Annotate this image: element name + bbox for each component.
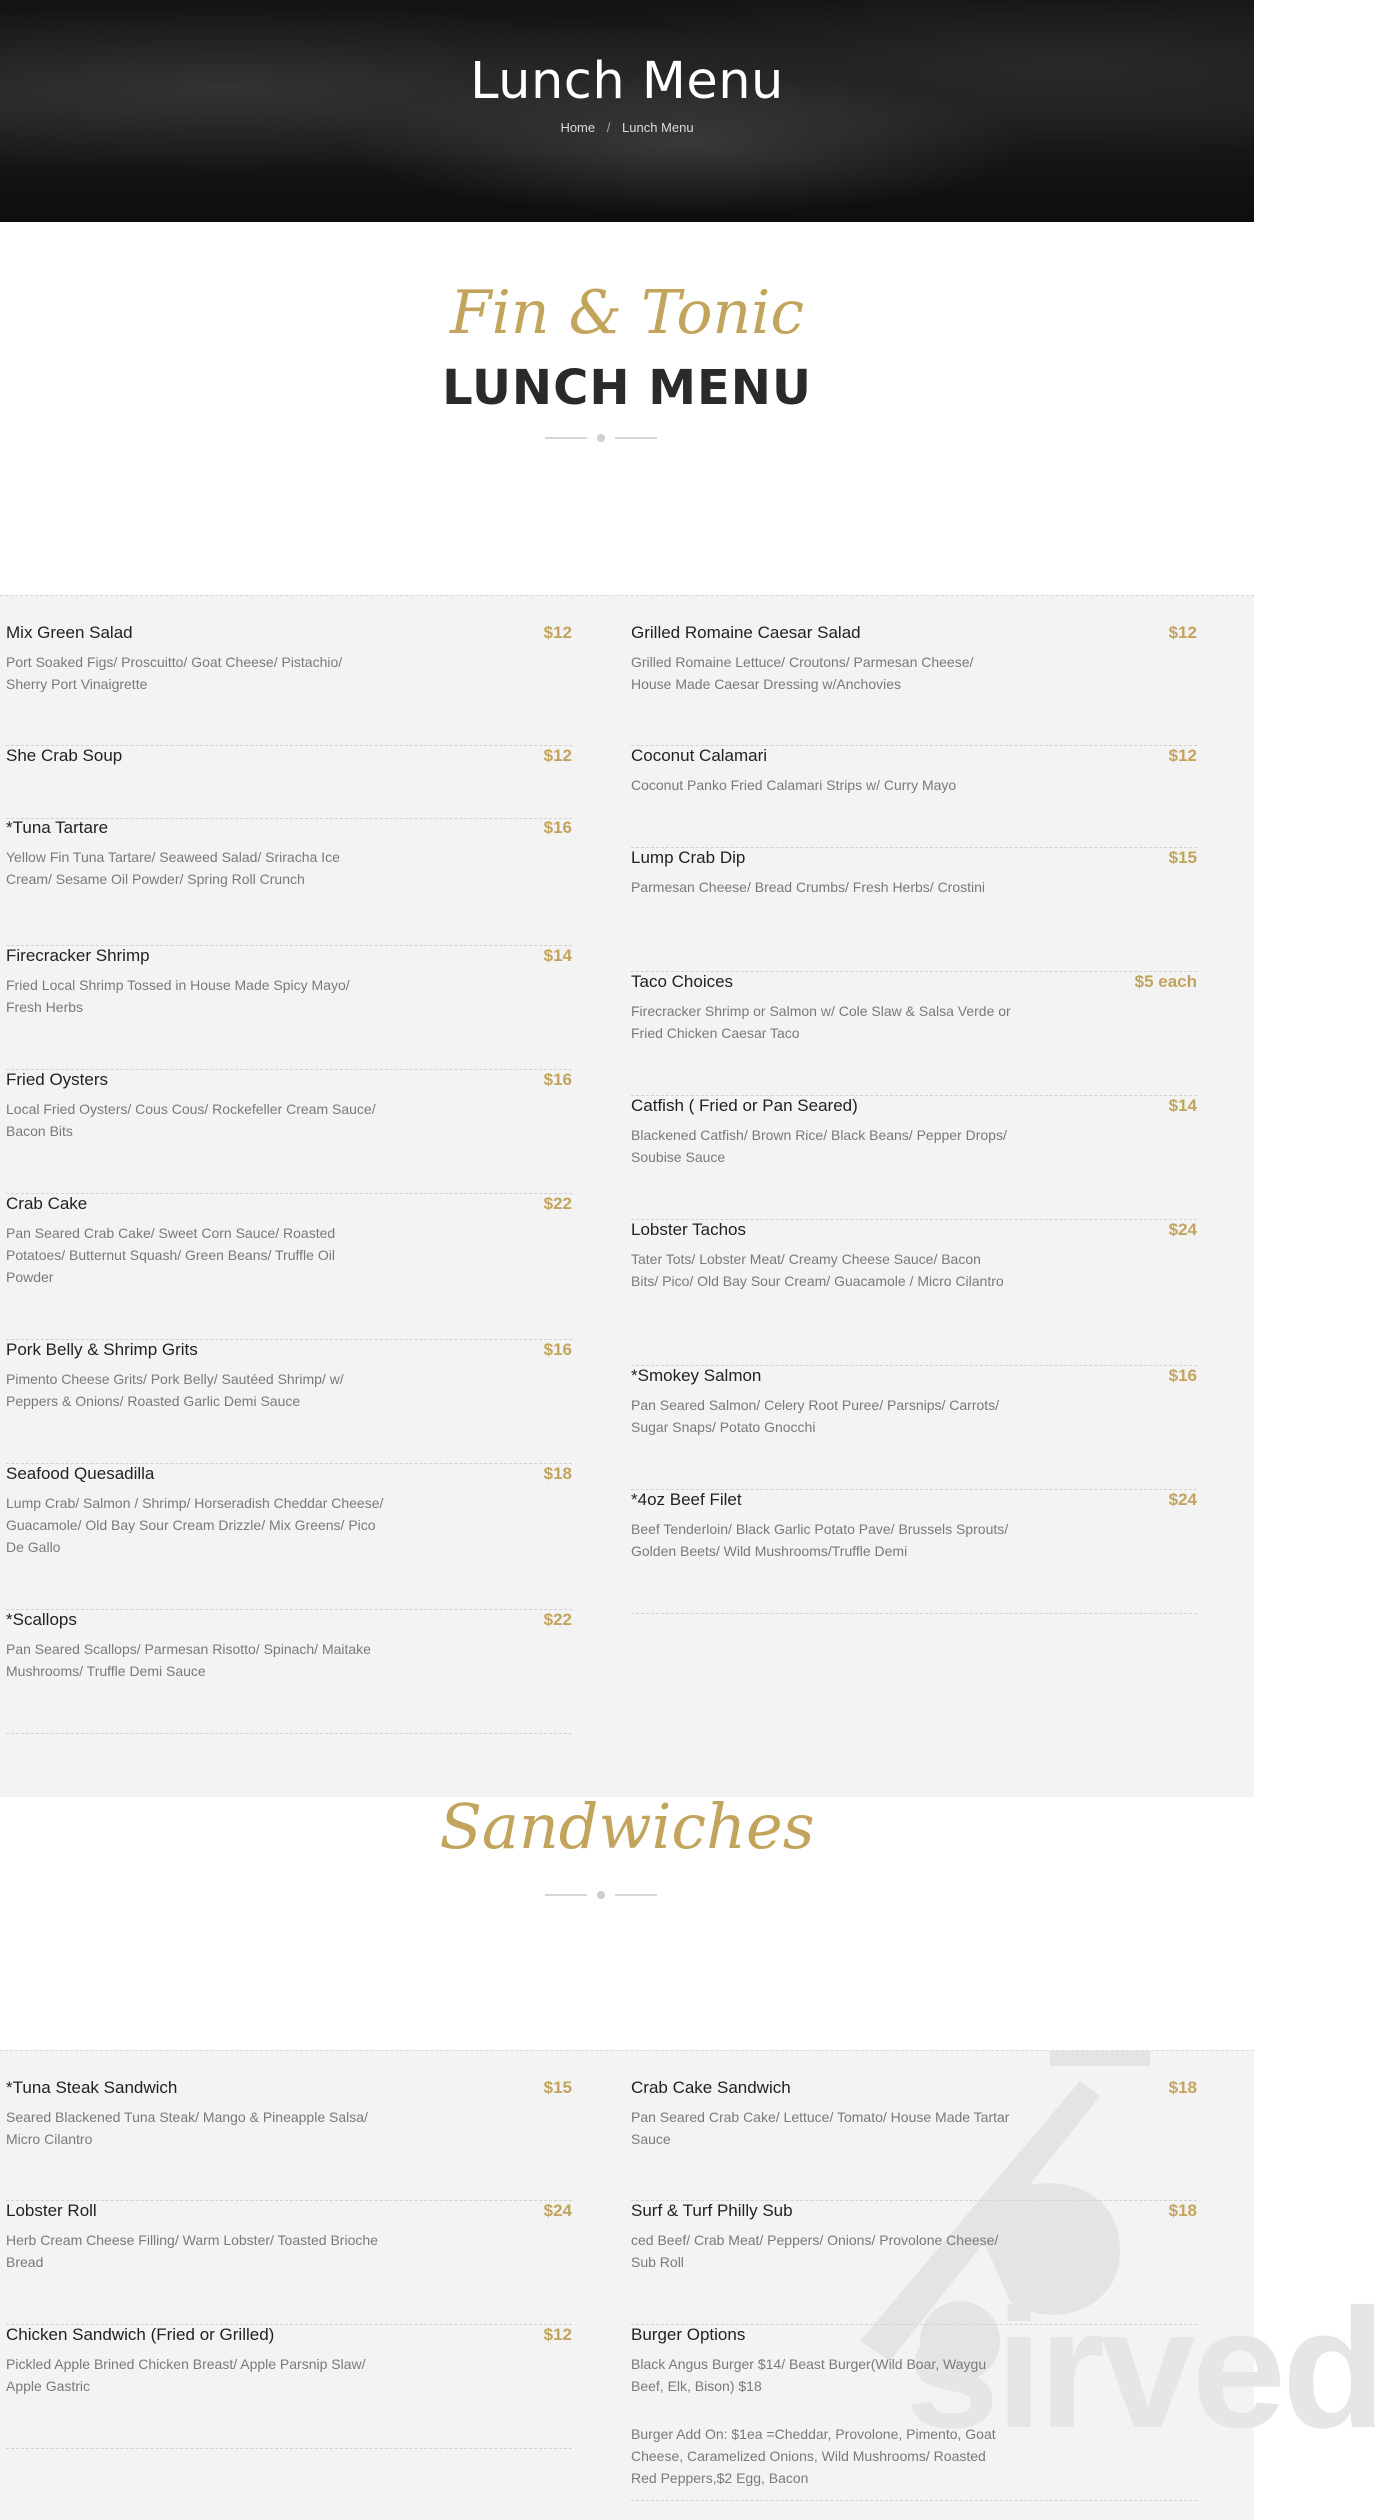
menu-item (631, 1490, 1197, 1614)
menu-item (6, 1340, 572, 1464)
breadcrumb (0, 120, 1254, 135)
menu-item (6, 623, 572, 746)
menu-item (6, 1194, 572, 1340)
breadcrumb-separator: / (606, 120, 611, 135)
menu-item (631, 972, 1197, 1096)
item-price: $12 (543, 746, 572, 765)
item-description: Port Soaked Figs/ Proscuitto/ Goat Cheese/ Pistachio/ Sherry Port Vinaigrette (6, 654, 343, 692)
item-description: Parmesan Cheese/ Bread Crumbs/ Fresh Herbs/ Crostini (631, 879, 986, 895)
item-description: Pan Seared Salmon/ Celery Root Puree/ Parsnips/ Carrots/ Sugar Snaps/ Potato Gnocchi (631, 1397, 1000, 1435)
item-description: Beef Tenderloin/ Black Garlic Potato Pave/ Brussels Sprouts/ Golden Beets/ Wild Mushrooms/Truffle Demi (631, 1521, 1009, 1559)
item-price: $15 (1168, 848, 1197, 867)
item-price: $16 (543, 1070, 572, 1089)
menu-item (6, 1464, 572, 1610)
item-name: Coconut Calamari (631, 746, 768, 765)
item-description: Seared Blackened Tuna Steak/ Mango & Pineapple Salsa/ Micro Cilantro (6, 2109, 368, 2147)
hero-banner (0, 0, 1254, 222)
item-price: $12 (543, 2325, 572, 2344)
item-description: Pan Seared Scallops/ Parmesan Risotto/ Spinach/ Maitake Mushrooms/ Truffle Demi Sauce (6, 1641, 371, 1679)
item-description: Lump Crab/ Salmon / Shrimp/ Horseradish Cheddar Cheese/ Guacamole/ Old Bay Sour Cream Drizzle/ Mix Greens/ Pico De Gallo (6, 1495, 384, 1555)
item-price: $12 (1168, 623, 1197, 642)
menu-item (6, 1610, 572, 1734)
brand-script-title: Fin & Tonic (450, 278, 804, 348)
menu-item (6, 2325, 572, 2449)
item-price: $12 (1168, 746, 1197, 765)
menu-item (631, 2078, 1197, 2201)
item-price: $16 (543, 818, 572, 837)
item-price: $16 (543, 1340, 572, 1359)
item-price: $18 (1168, 2201, 1197, 2220)
menu-item (631, 746, 1197, 848)
item-description: Coconut Panko Fried Calamari Strips w/ Curry Mayo (631, 777, 957, 793)
item-description: ced Beef/ Crab Meat/ Peppers/ Onions/ Provolone Cheese/ Sub Roll (631, 2232, 999, 2270)
item-price: $18 (543, 1464, 572, 1483)
item-description: Local Fried Oysters/ Cous Cous/ Rockefeller Cream Sauce/ Bacon Bits (6, 1101, 376, 1139)
item-price: $12 (543, 623, 572, 642)
item-name: Pork Belly & Shrimp Grits (6, 1340, 198, 1359)
section-heading: LUNCH MENU (442, 360, 812, 416)
item-description: Herb Cream Cheese Filling/ Warm Lobster/ Toasted Brioche Bread (6, 2232, 378, 2270)
item-name: *Tuna Steak Sandwich (6, 2078, 178, 2097)
item-price: $18 (1168, 2078, 1197, 2097)
watermark-text: sirved (905, 2274, 1382, 2464)
menu-item (6, 746, 572, 819)
item-price: $24 (1168, 1220, 1197, 1239)
item-description: Fried Local Shrimp Tossed in House Made Spicy Mayo/ Fresh Herbs (6, 977, 350, 1015)
item-name: Chicken Sandwich (Fried or Grilled) (6, 2325, 275, 2344)
item-description: Firecracker Shrimp or Salmon w/ Cole Slaw & Salsa Verde or Fried Chicken Caesar Taco (631, 1003, 1011, 1041)
item-description: Pan Seared Crab Cake/ Sweet Corn Sauce/ Roasted Potatoes/ Butternut Squash/ Green Beans/ Truffle Oil Powder (6, 1225, 336, 1285)
breadcrumb-current: Lunch Menu (622, 120, 694, 135)
menu-item (6, 946, 572, 1070)
menu-item (631, 1096, 1197, 1220)
item-description: Yellow Fin Tuna Tartare/ Seaweed Salad/ Sriracha Ice Cream/ Sesame Oil Powder/ Spring Roll Crunch (6, 849, 340, 887)
item-name: *Tuna Tartare (6, 818, 109, 837)
divider-line (545, 437, 587, 439)
lunch-menu-panel (0, 595, 1254, 1797)
menu-item (6, 2078, 572, 2201)
item-description: Black Angus Burger $14/ Beast Burger(Wild Boar, Waygu Beef, Elk, Bison) $18 (631, 2356, 987, 2394)
item-price: $16 (1168, 1366, 1197, 1385)
menu-item (6, 2201, 572, 2325)
item-name: Firecracker Shrimp (6, 946, 150, 965)
hero-photo-overlay (0, 0, 1254, 222)
menu-item (631, 848, 1197, 972)
item-name: Seafood Quesadilla (6, 1464, 155, 1483)
item-name: Surf & Turf Philly Sub (631, 2201, 793, 2220)
section-divider (545, 433, 657, 443)
item-name: Lobster Tachos (631, 1220, 746, 1239)
item-price: $22 (543, 1610, 572, 1629)
item-name: Mix Green Salad (6, 623, 133, 642)
item-price: $24 (1168, 1490, 1197, 1509)
item-price: $14 (543, 946, 572, 965)
menu-item (631, 2325, 1197, 2501)
item-name: Lobster Roll (6, 2201, 97, 2220)
sandwiches-script-title: Sandwiches (439, 1790, 815, 1863)
item-name: *Scallops (6, 1610, 77, 1629)
item-name: Crab Cake (6, 1194, 88, 1213)
item-price: $5 each (1134, 972, 1197, 991)
menu-item (6, 818, 572, 946)
divider-line (615, 437, 657, 439)
item-description: Tater Tots/ Lobster Meat/ Creamy Cheese Sauce/ Bacon Bits/ Pico/ Old Bay Sour Cream/ Guacamole / Micro Cilantro (631, 1251, 1004, 1289)
section-divider (545, 1890, 657, 1900)
breadcrumb-home-link[interactable]: Home (560, 120, 596, 135)
item-description: Grilled Romaine Lettuce/ Croutons/ Parmesan Cheese/ House Made Caesar Dressing w/Anchovies (631, 654, 974, 692)
item-name: *Smokey Salmon (631, 1366, 762, 1385)
item-name: Fried Oysters (6, 1070, 109, 1089)
divider-dot (597, 434, 605, 442)
item-description: Blackened Catfish/ Brown Rice/ Black Beans/ Pepper Drops/ Soubise Sauce (631, 1127, 1007, 1165)
menu-item (631, 1220, 1197, 1366)
item-name: Burger Options (631, 2325, 746, 2344)
menu-item (6, 1070, 572, 1194)
item-description: Pickled Apple Brined Chicken Breast/ Apple Parsnip Slaw/ Apple Gastric (6, 2356, 366, 2394)
menu-item (631, 1366, 1197, 1490)
item-description: Pan Seared Crab Cake/ Lettuce/ Tomato/ House Made Tartar Sauce (631, 2109, 1010, 2147)
item-addon-description: Burger Add On: $1ea =Cheddar, Provolone, Pimento, Goat Cheese, Caramelized Onions, Wild Mushrooms/ Roasted Red Peppers,$2 Egg, Bacon (631, 2426, 996, 2486)
menu-item (631, 2201, 1197, 2325)
menu-item (631, 623, 1197, 746)
item-name: Crab Cake Sandwich (631, 2078, 791, 2097)
divider-dot (597, 1891, 605, 1899)
item-name: She Crab Soup (6, 746, 123, 765)
item-description: Pimento Cheese Grits/ Pork Belly/ Sautéed Shrimp/ w/ Peppers & Onions/ Roasted Garlic Demi Sauce (6, 1371, 344, 1409)
divider-line (615, 1894, 657, 1896)
item-name: Lump Crab Dip (631, 848, 746, 867)
item-name: Grilled Romaine Caesar Salad (631, 623, 861, 642)
item-name: *4oz Beef Filet (631, 1490, 742, 1509)
item-price: $24 (543, 2201, 572, 2220)
sandwiches-panel (0, 2050, 1382, 2520)
page-title: Lunch Menu (470, 52, 784, 111)
item-price: $22 (543, 1194, 572, 1213)
item-name: Catfish ( Fried or Pan Seared) (631, 1096, 858, 1115)
divider-line (545, 1894, 587, 1896)
item-price: $15 (543, 2078, 572, 2097)
item-price: $14 (1168, 1096, 1197, 1115)
item-name: Taco Choices (631, 972, 734, 991)
